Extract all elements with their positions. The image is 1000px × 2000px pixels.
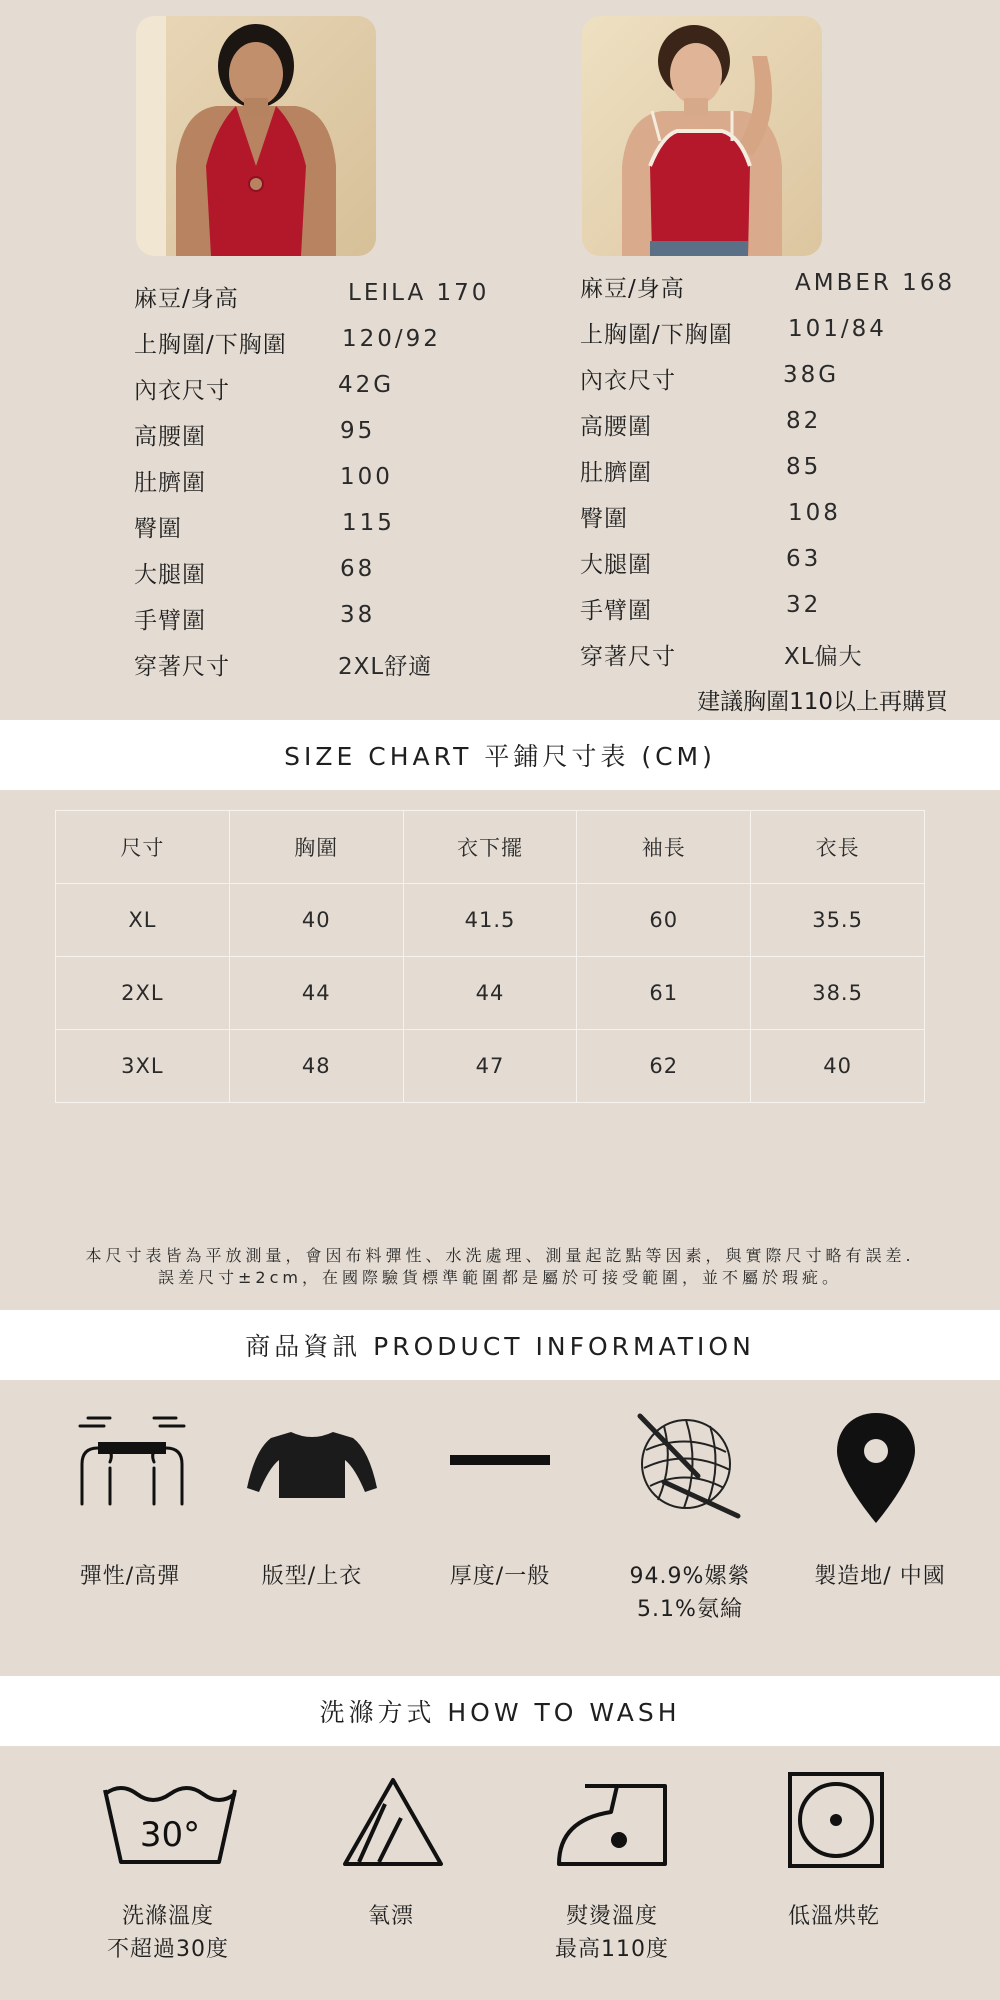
table-cell: 44 <box>403 957 577 1030</box>
wash-label-iron-1: 熨燙溫度 <box>565 1904 658 1929</box>
thickness-line-icon <box>440 1440 560 1480</box>
measure-value: 108 <box>788 500 841 526</box>
measure-value: 38 <box>340 602 376 628</box>
measure-label: 高腰圍 <box>134 424 206 450</box>
product-info-banner: 商品資訊 PRODUCT INFORMATION <box>0 1310 1000 1380</box>
info-label-thickness: 厚度/一般 <box>449 1564 551 1589</box>
measure-label: 上胸圍/下胸圍 <box>134 332 287 358</box>
wash-temperature-text: 30° <box>139 1815 201 1855</box>
table-cell: 2XL <box>56 957 230 1030</box>
table-cell: 40 <box>751 1030 925 1103</box>
measure-value: 68 <box>340 556 376 582</box>
measure-label: 大腿圍 <box>580 552 652 578</box>
table-cell: 60 <box>577 884 751 957</box>
wash-30-icon <box>100 1778 240 1868</box>
measure-label: 手臂圍 <box>580 598 652 624</box>
tumble-dry-low-icon <box>786 1770 886 1870</box>
table-header-cell: 衣下擺 <box>403 811 577 884</box>
info-label-elasticity: 彈性/高彈 <box>79 1564 181 1589</box>
measure-value: 32 <box>786 592 822 618</box>
wash-label-bleach: 氧漂 <box>367 1904 414 1929</box>
measure-label: 上胸圍/下胸圍 <box>580 322 733 348</box>
measure-value: 42G <box>338 372 395 398</box>
table-cell: 35.5 <box>751 884 925 957</box>
table-cell: 3XL <box>56 1030 230 1103</box>
table-cell: 44 <box>229 957 403 1030</box>
measure-value: 95 <box>340 418 376 444</box>
table-header-cell: 袖長 <box>577 811 751 884</box>
info-label-origin: 製造地/ 中國 <box>814 1564 946 1589</box>
table-header-cell: 胸圍 <box>229 811 403 884</box>
measure-label: 肚臍圍 <box>134 470 206 496</box>
table-cell: XL <box>56 884 230 957</box>
table-row <box>56 1030 925 1103</box>
yarn-ball-icon <box>630 1408 750 1528</box>
table-cell: 61 <box>577 957 751 1030</box>
table-cell: 38.5 <box>751 957 925 1030</box>
disclaimer-line-1: 本尺寸表皆為平放測量，會因布料彈性、水洗處理、測量起訖點等因素，與實際尺寸略有誤差. <box>85 1246 915 1265</box>
measure-value: 82 <box>786 408 822 434</box>
table-row <box>56 884 925 957</box>
measure-value: 101/84 <box>788 316 887 342</box>
wash-label-dry: 低溫烘乾 <box>787 1904 880 1929</box>
measure-label: 麻豆/身高 <box>580 276 685 302</box>
table-row <box>56 957 925 1030</box>
info-label-material-2: 5.1%氨綸 <box>637 1597 743 1622</box>
measure-value: 63 <box>786 546 822 572</box>
top-garment-icon <box>242 1425 382 1505</box>
location-pin-icon <box>826 1408 926 1528</box>
table-cell: 62 <box>577 1030 751 1103</box>
measure-label: 手臂圍 <box>134 608 206 634</box>
measure-label: 內衣尺寸 <box>580 368 676 394</box>
info-label-material-1: 94.9%嫘縈 <box>629 1564 751 1589</box>
iron-icon <box>552 1780 672 1870</box>
table-cell: 40 <box>229 884 403 957</box>
measure-value: 2XL舒適 <box>338 654 433 680</box>
purchase-advice-note: 建議胸圍110以上再購買 <box>697 689 948 715</box>
measure-label: 內衣尺寸 <box>134 378 230 404</box>
wash-label-temperature-1: 洗滌溫度 <box>121 1904 214 1929</box>
measure-value: LEILA 170 <box>348 280 490 306</box>
info-label-fit: 版型/上衣 <box>261 1564 363 1589</box>
stretch-icon <box>62 1410 202 1510</box>
wash-label-temperature-2: 不超過30度 <box>107 1937 229 1962</box>
disclaimer-line-2: 誤差尺寸±2cm，在國際驗貨標準範圍都是屬於可接受範圍，並不屬於瑕疵。 <box>158 1268 842 1287</box>
measure-value: 38G <box>783 362 840 388</box>
table-header-row <box>56 811 925 884</box>
size-chart-table <box>55 810 925 1103</box>
measure-value: 85 <box>786 454 822 480</box>
measure-label: 大腿圍 <box>134 562 206 588</box>
measure-value: XL偏大 <box>784 644 863 670</box>
measure-value: AMBER 168 <box>795 270 956 296</box>
measure-value: 120/92 <box>342 326 441 352</box>
measure-label: 麻豆/身高 <box>134 286 239 312</box>
measure-label: 臀圍 <box>134 516 182 542</box>
measure-label: 臀圍 <box>580 506 628 532</box>
table-header-cell: 衣長 <box>751 811 925 884</box>
measure-label: 穿著尺寸 <box>134 654 230 680</box>
model-photo-amber <box>582 16 822 256</box>
table-cell: 48 <box>229 1030 403 1103</box>
measure-label: 高腰圍 <box>580 414 652 440</box>
table-cell: 47 <box>403 1030 577 1103</box>
measure-label: 肚臍圍 <box>580 460 652 486</box>
table-header-cell: 尺寸 <box>56 811 230 884</box>
model-photo-leila <box>136 16 376 256</box>
measure-value: 115 <box>342 510 395 536</box>
wash-label-iron-2: 最高110度 <box>555 1937 669 1962</box>
measure-value: 100 <box>340 464 393 490</box>
table-cell: 41.5 <box>403 884 577 957</box>
wash-banner: 洗滌方式 HOW TO WASH <box>0 1676 1000 1746</box>
bleach-icon <box>338 1772 448 1872</box>
size-chart-banner: SIZE CHART 平鋪尺寸表 (CM) <box>0 720 1000 790</box>
measure-label: 穿著尺寸 <box>580 644 676 670</box>
